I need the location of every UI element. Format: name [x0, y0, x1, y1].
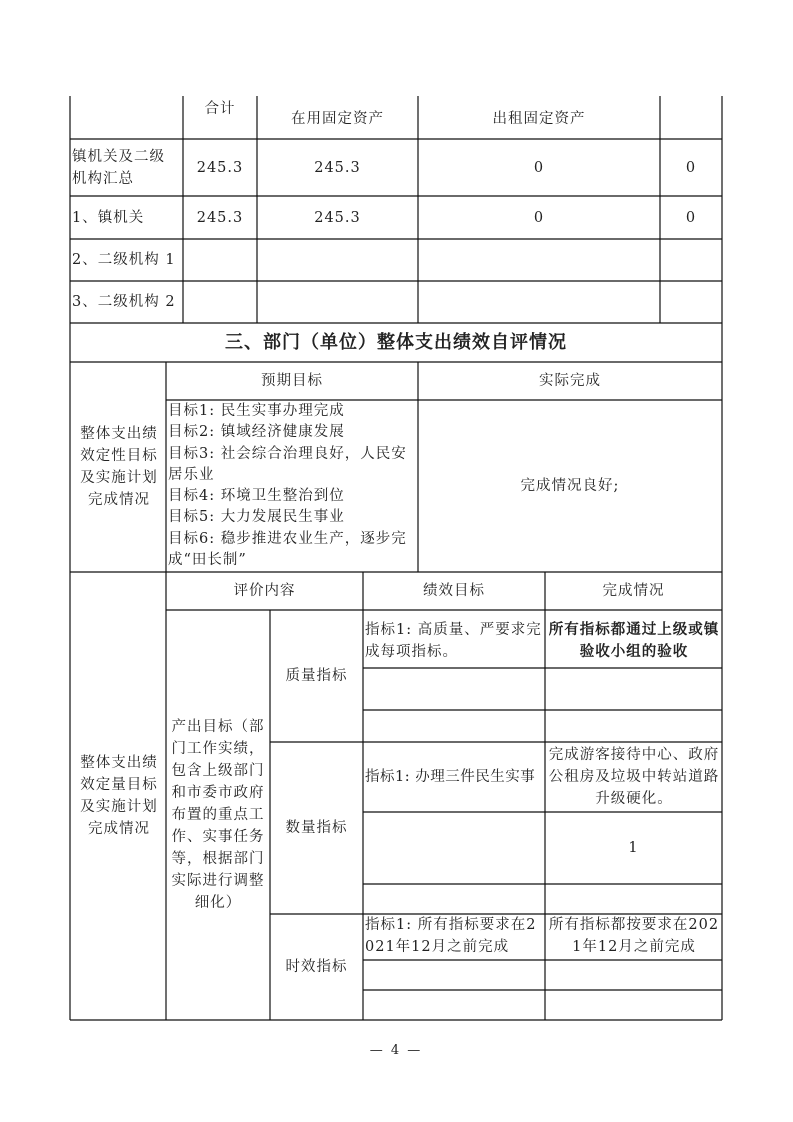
quality-label: 质量指标: [285, 668, 348, 684]
row-name-town: 1、镇机关: [72, 209, 145, 226]
row-total-summary: 245.3: [196, 159, 244, 176]
header-in-use: 在用固定资产: [291, 110, 384, 127]
row-in-use-town: 245.3: [314, 209, 361, 226]
row-name-summary: 镇机关及二级机构汇总: [72, 148, 165, 187]
quantity-target: 指标1: 办理三件民生实事: [365, 769, 536, 785]
actual-text: 完成情况良好;: [520, 478, 620, 494]
row-name-sub2: 3、二级机构 2: [72, 294, 176, 310]
actual-header: 实际完成: [539, 373, 601, 389]
goal-1: 目标1: 民生实事办理完成: [168, 403, 345, 419]
timeliness-label: 时效指标: [285, 959, 348, 975]
header-content: 评价内容: [233, 583, 296, 599]
header-status: 完成情况: [602, 583, 665, 599]
row-total-town: 245.3: [196, 209, 244, 226]
header-total: 合计: [204, 101, 236, 117]
quantity-status-2: 1: [628, 840, 639, 856]
row-other-summary: 0: [685, 159, 697, 176]
goal-6: 目标6: 稳步推进农业生产，逐步完成“田长制”: [168, 530, 407, 569]
row-in-use-summary: 245.3: [314, 159, 361, 176]
row-rented-town: 0: [533, 209, 545, 226]
section-title: 三、部门（单位）整体支出绩效自评情况: [225, 331, 567, 353]
quality-target: 指标1: 高质量、严要求完成每项指标。: [365, 622, 542, 660]
row-name-sub1: 2、二级机构 1: [72, 252, 176, 268]
goal-2: 目标2: 镇域经济健康发展: [168, 424, 345, 441]
timeliness-status: 所有指标都按要求在2021年12月之前完成: [548, 917, 720, 955]
timeliness-target: 指标1: 所有指标要求在2021年12月之前完成: [365, 917, 537, 955]
goal-5: 目标5: 大力发展民生事业: [168, 509, 345, 526]
output-target-label: 产出目标（部门工作实绩，包含上级部门和市委市政府布置的重点工作、实事任务等，根据部门实际进行调整细化）: [171, 719, 265, 911]
goal-3: 目标3: 社会综合治理良好，人民安居乐业: [168, 445, 407, 483]
goal-4: 目标4: 环境卫生整治到位: [168, 488, 345, 505]
quantity-label: 数量指标: [285, 820, 348, 836]
expected-header: 预期目标: [261, 373, 323, 389]
quality-status: 所有指标都通过上级或镇验收小组的验收: [548, 621, 720, 660]
header-target: 绩效目标: [423, 583, 485, 599]
qualitative-label: 整体支出绩效定性目标及实施计划完成情况: [80, 426, 158, 508]
row-rented-summary: 0: [533, 159, 545, 176]
row-other-town: 0: [685, 209, 697, 226]
page-number: — 4 —: [369, 1043, 423, 1058]
quantity-status: 完成游客接待中心、政府公租房及垃圾中转站道路升级硬化。: [548, 747, 720, 807]
goals-list: [168, 401, 418, 571]
quantitative-label: 整体支出绩效定量目标及实施计划完成情况: [80, 755, 158, 837]
header-rented: 出租固定资产: [492, 110, 586, 127]
